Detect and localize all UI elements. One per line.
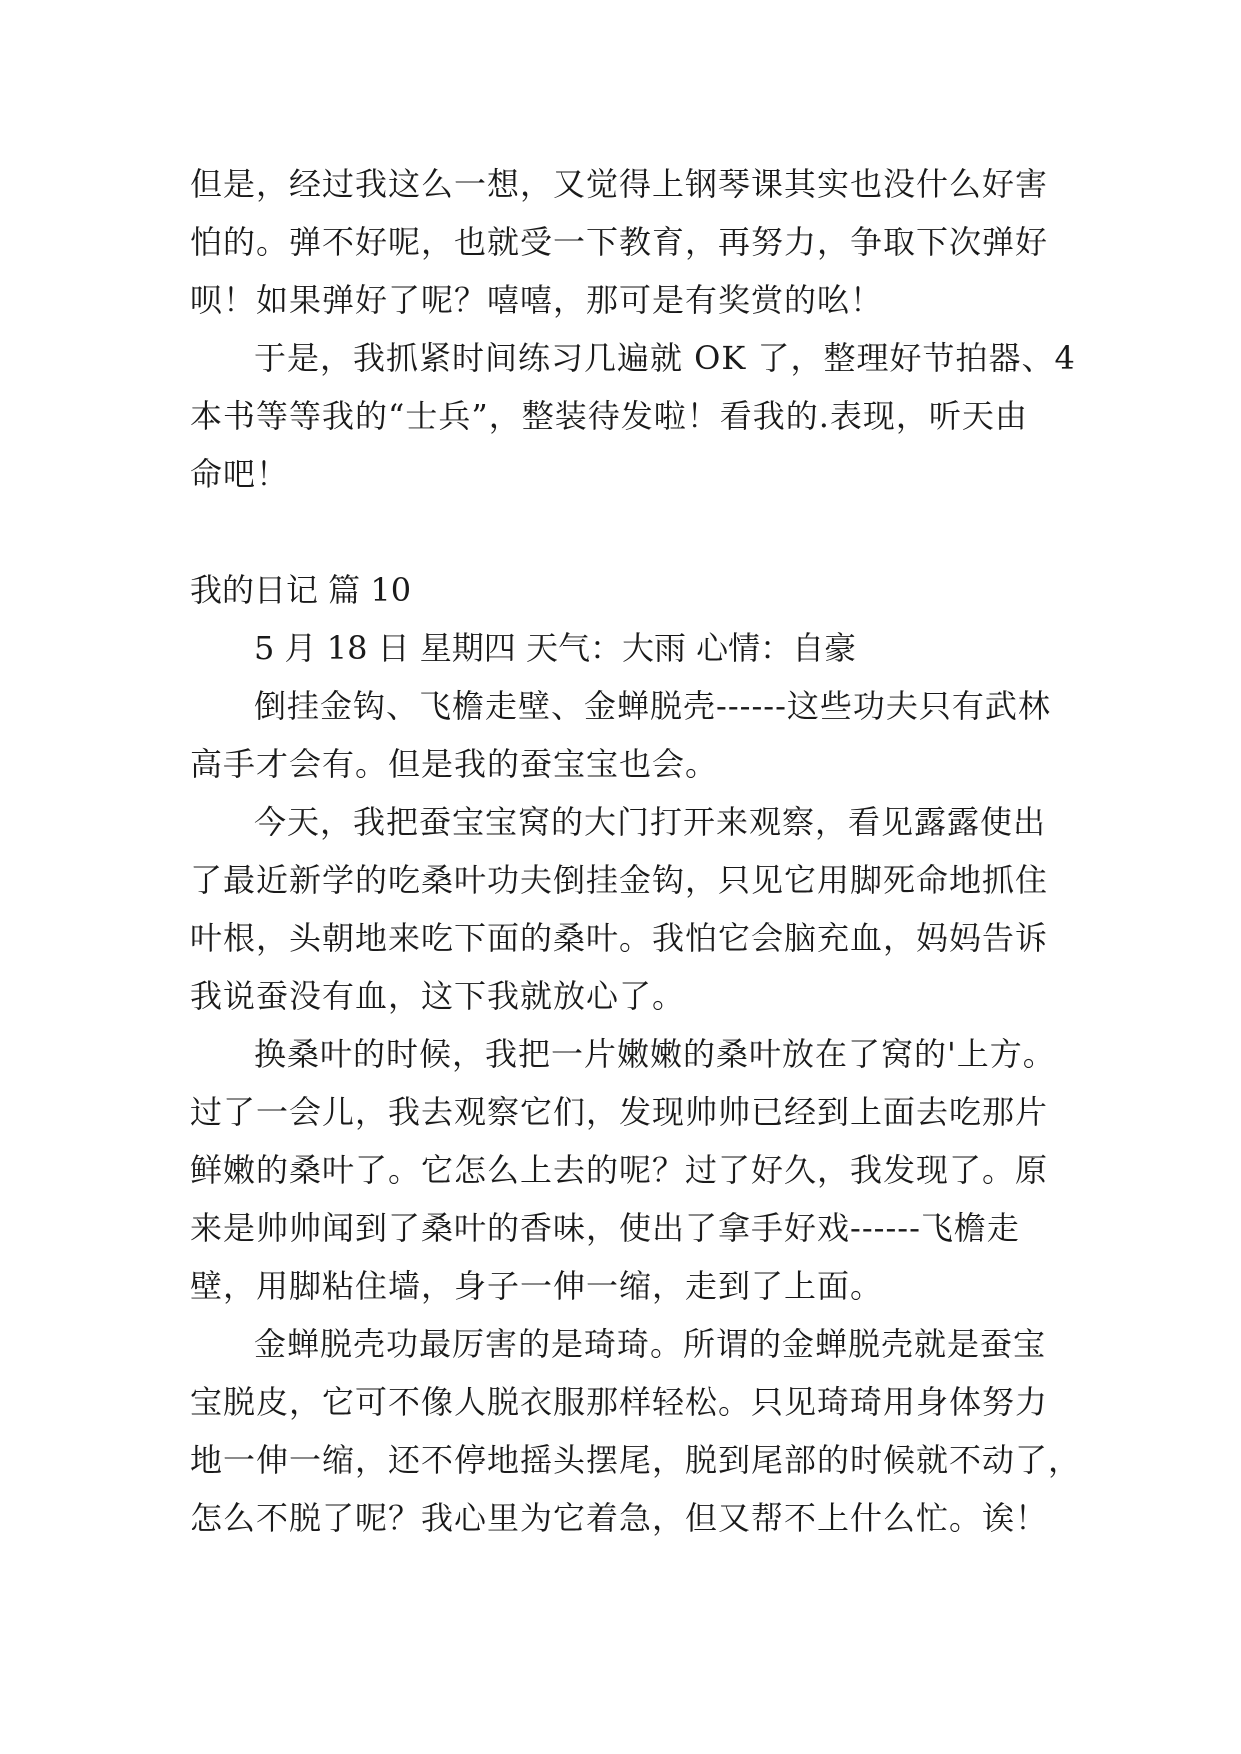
paragraph-line: 宝脱皮，它可不像人脱衣服那样轻松。只见琦琦用身体努力: [190, 1383, 1049, 1421]
paragraph-line: 来是帅帅闻到了桑叶的香味，使出了拿手好戏------飞檐走: [190, 1209, 1020, 1247]
paragraph-line: 壁，用脚粘住墙，身子一伸一缩，走到了上面。: [190, 1267, 884, 1305]
paragraph-line: 今天，我把蚕宝宝窝的大门打开来观察，看见露露使出: [254, 803, 1047, 841]
document-page: [190, 155, 1082, 1547]
paragraph-line: 鲜嫩的桑叶了。它怎么上去的呢？过了好久，我发现了。原: [190, 1151, 1049, 1189]
paragraph-line: 我说蚕没有血，这下我就放心了。: [190, 977, 686, 1015]
paragraph-line: 但是，经过我这么一想，又觉得上钢琴课其实也没什么好害: [190, 165, 1049, 203]
paragraph-line: 怎么不脱了呢？我心里为它着急，但又帮不上什么忙。诶！: [190, 1499, 1049, 1537]
paragraph-line: 金蝉脱壳功最厉害的是琦琦。所谓的金蝉脱壳就是蚕宝: [254, 1325, 1047, 1363]
paragraph-line: 本书等等我的“士兵”，整装待发啦！看我的.表现，听天由: [190, 397, 1028, 435]
paragraph-line: 叶根，头朝地来吃下面的桑叶。我怕它会脑充血，妈妈告诉: [190, 919, 1049, 957]
section-gap: [190, 503, 1070, 561]
date-line: 5 月 18 日 星期四 天气：大雨 心情：自豪: [254, 629, 857, 667]
paragraph-line: 命吧！: [190, 455, 290, 493]
paragraph-line: 倒挂金钩、飞檐走壁、金蝉脱壳------这些功夫只有武林: [254, 687, 1051, 725]
paragraph-line: 了最近新学的吃桑叶功夫倒挂金钩，只见它用脚死命地抓住: [190, 861, 1049, 899]
paragraph-line: 于是，我抓紧时间练习几遍就 OK 了，整理好节拍器、4: [254, 339, 1076, 377]
paragraph-line: 呗！如果弹好了呢？嘻嘻，那可是有奖赏的吆！: [190, 281, 884, 319]
paragraph-line: 过了一会儿，我去观察它们，发现帅帅已经到上面去吃那片: [190, 1093, 1049, 1131]
paragraph-line: 地一伸一缩，还不停地摇头摆尾，脱到尾部的时候就不动了，: [190, 1441, 1082, 1479]
paragraph-line: 怕的。弹不好呢，也就受一下教育，再努力，争取下次弹好: [190, 223, 1049, 261]
paragraph-line: 高手才会有。但是我的蚕宝宝也会。: [190, 745, 719, 783]
paragraph-line: 换桑叶的时候，我把一片嫩嫩的桑叶放在了窝的'上方。: [254, 1035, 1056, 1073]
section-title: 我的日记 篇 10: [190, 571, 412, 609]
